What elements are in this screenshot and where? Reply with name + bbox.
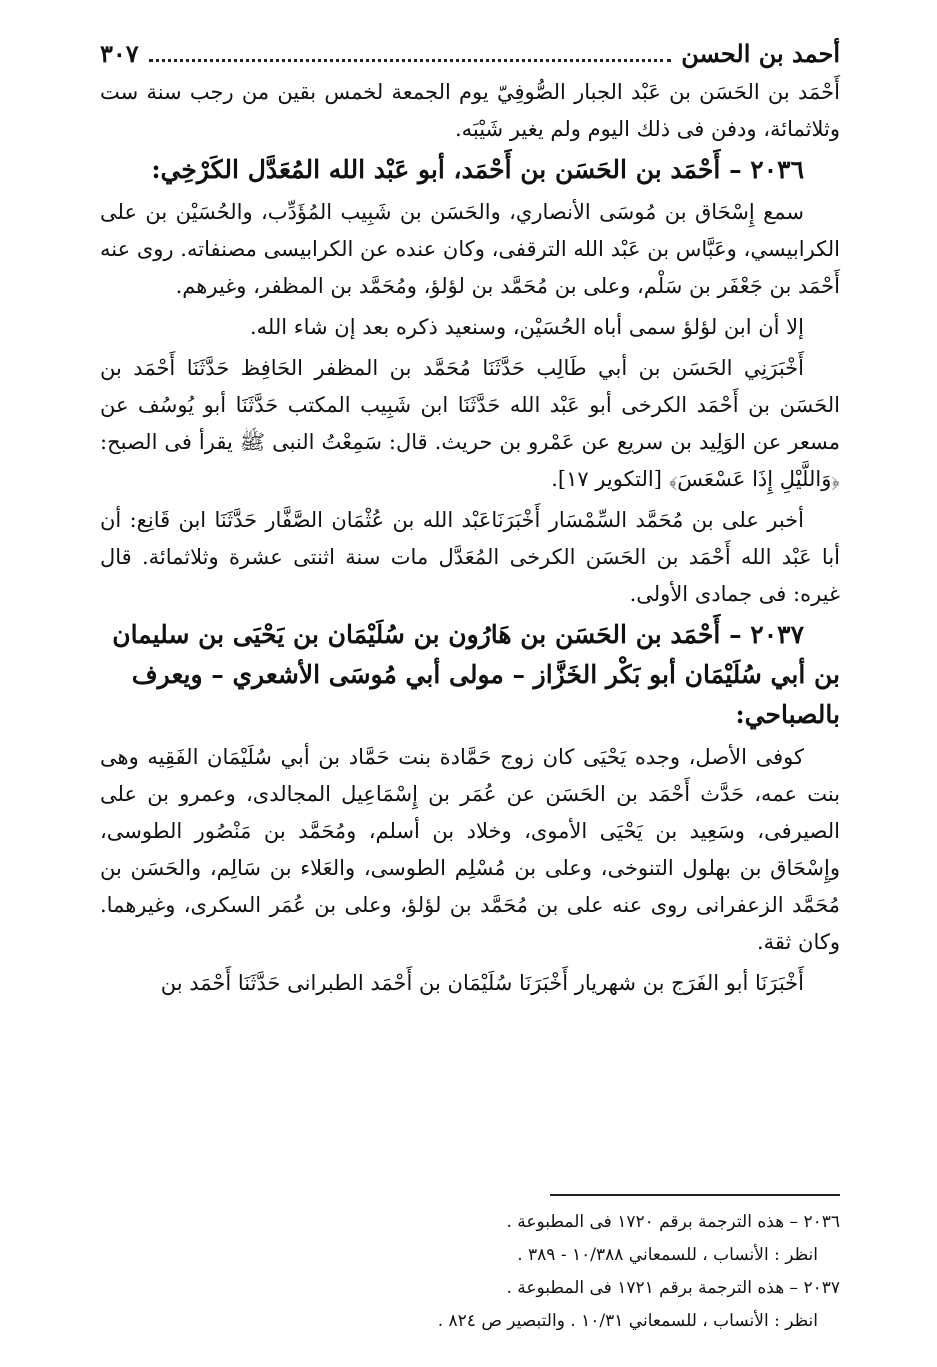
running-header bbox=[100, 34, 840, 74]
footnote-line: انظر : الأنساب ، للسمعاني ١٠/٣٨٨ - ٣٨٩ . bbox=[517, 1245, 818, 1265]
leader-dots bbox=[149, 59, 672, 62]
entry-2037-heading: ٢٠٣٧ – أَحْمَد بن الحَسَن بن هَارُون بن سُلَيْمَان بن يَحْيَى بن سليمان بن أبي سُلَيْمَان أبو بَكْر الخَزَّاز – مولى أبي مُوسَى الأشعري – ويعرف بالصباحي: bbox=[112, 620, 840, 729]
footnote-rule bbox=[550, 1194, 840, 1196]
intro-paragraph: أَحْمَد بن الحَسَن بن عَبْد الجبار الصُّوفِيّ يوم الجمعة لخمس بقين من رجب سنة ست وثلاثمائة، ودفن فى ذلك اليوم ولم يغير شَيْبَه. bbox=[100, 80, 840, 141]
footnotes bbox=[100, 1206, 840, 1338]
entry-2037-paragraph-1: كوفى الأصل، وجده يَحْيَى كان زوج حَمَّادة بنت حَمَّاد بن أبي سُلَيْمَان الفَقِيه وهى بنت عمه، حَدَّث أَحْمَد بن الحَسَن عن عُمَر بن إِسْمَاعِيل المجالدى، وعمرو بن على الصيرفى، وسَعِيد بن يَحْيَى الأموى، وخلاد بن أسلم، ومُحَمَّد بن مَنْصُور الطوسى، وإِسْحَاق بن بهلول التنوخى، وعلى بن مُسْلِم الطوسى، والعَلاء بن سَالِم، والحَسَن بن مُحَمَّد الزعفرانى روى عنه على بن مُحَمَّد بن لؤلؤ، وعلى بن عُمَر السكرى، وغيرهما. وكان ثقة. bbox=[100, 745, 840, 954]
entry-2037-paragraph-2: أَخْبَرَنَا أبو الفَرَج بن شهريار أَخْبَرَنَا سُلَيْمَان بن أَحْمَد الطبرانى حَدَّثَنَا أَحْمَد بن bbox=[160, 971, 804, 995]
footnote-line: انظر : الأنساب ، للسمعاني ١٠/٣١ . والتبصير ص ٨٢٤ . bbox=[437, 1311, 818, 1331]
footnote-line: ٢٠٣٧ – هذه الترجمة برقم ١٧٢١ فى المطبوعة . bbox=[506, 1278, 840, 1298]
entry-2036-heading: ٢٠٣٦ – أَحْمَد بن الحَسَن بن أَحْمَد، أبو عَبْد الله المُعَدَّل الكَرْخِي: bbox=[151, 155, 804, 184]
entry-2036-paragraph-2: إلا أن ابن لؤلؤ سمى أباه الحُسَيْن، وسنعيد ذكره بعد إن شاء الله. bbox=[249, 315, 804, 339]
page-number: ٣٠٧ bbox=[100, 39, 139, 68]
book-page bbox=[100, 34, 840, 1334]
running-title: أحمد بن الحسن bbox=[681, 39, 840, 68]
entry-2036-paragraph-3: أَخْبَرَنِي الحَسَن بن أبي طَالِب حَدَّثَنَا مُحَمَّد بن المظفر الحَافِظ حَدَّثَنَا أَحْمَد بن الحَسَن بن أَحْمَد الكرخى أبو عَبْد الله حَدَّثَنَا ابن شَبِيب المكتب حَدَّثَنَا أبو يُوسُف عن مسعر عن الوَلِيد بن سريع عن عَمْرو بن حريث. قال: سَمِعْتُ النبى ﷺ يقرأ فى الصبح: ﴿وَاللَّيْلِ إِذَا عَسْعَسَ﴾ [التكوير ١٧]. bbox=[100, 356, 840, 491]
entry-2036-paragraph-4: أخبر على بن مُحَمَّد السِّمْسَار أَخْبَرَنَاعَبْد الله بن عُثْمَان الصَّفَّار حَدَّثَنَا ابن قَانِع: أن أبا عَبْد الله أَحْمَد بن الحَسَن الكرخى المُعَدَّل مات سنة اثنتى عشرة وثلاثمائة. قال غيره: فى جمادى الأولى. bbox=[100, 508, 840, 606]
entry-2036-paragraph-1: سمع إِسْحَاق بن مُوسَى الأنصاري، والحَسَن بن شَبِيب المُؤَدِّب، والحُسَيْن بن على الكرابيسي، وعَبَّاس بن عَبْد الله الترقفى، وكان عنده عن الكرابيسى مصنفاته. روى عنه أَحْمَد بن جَعْفَر بن سَلْم، وعلى بن مُحَمَّد بن لؤلؤ، ومُحَمَّد بن المظفر، وغيرهم. bbox=[100, 200, 840, 298]
footnote-line: ٢٠٣٦ – هذه الترجمة برقم ١٧٢٠ فى المطبوعة . bbox=[506, 1212, 840, 1232]
